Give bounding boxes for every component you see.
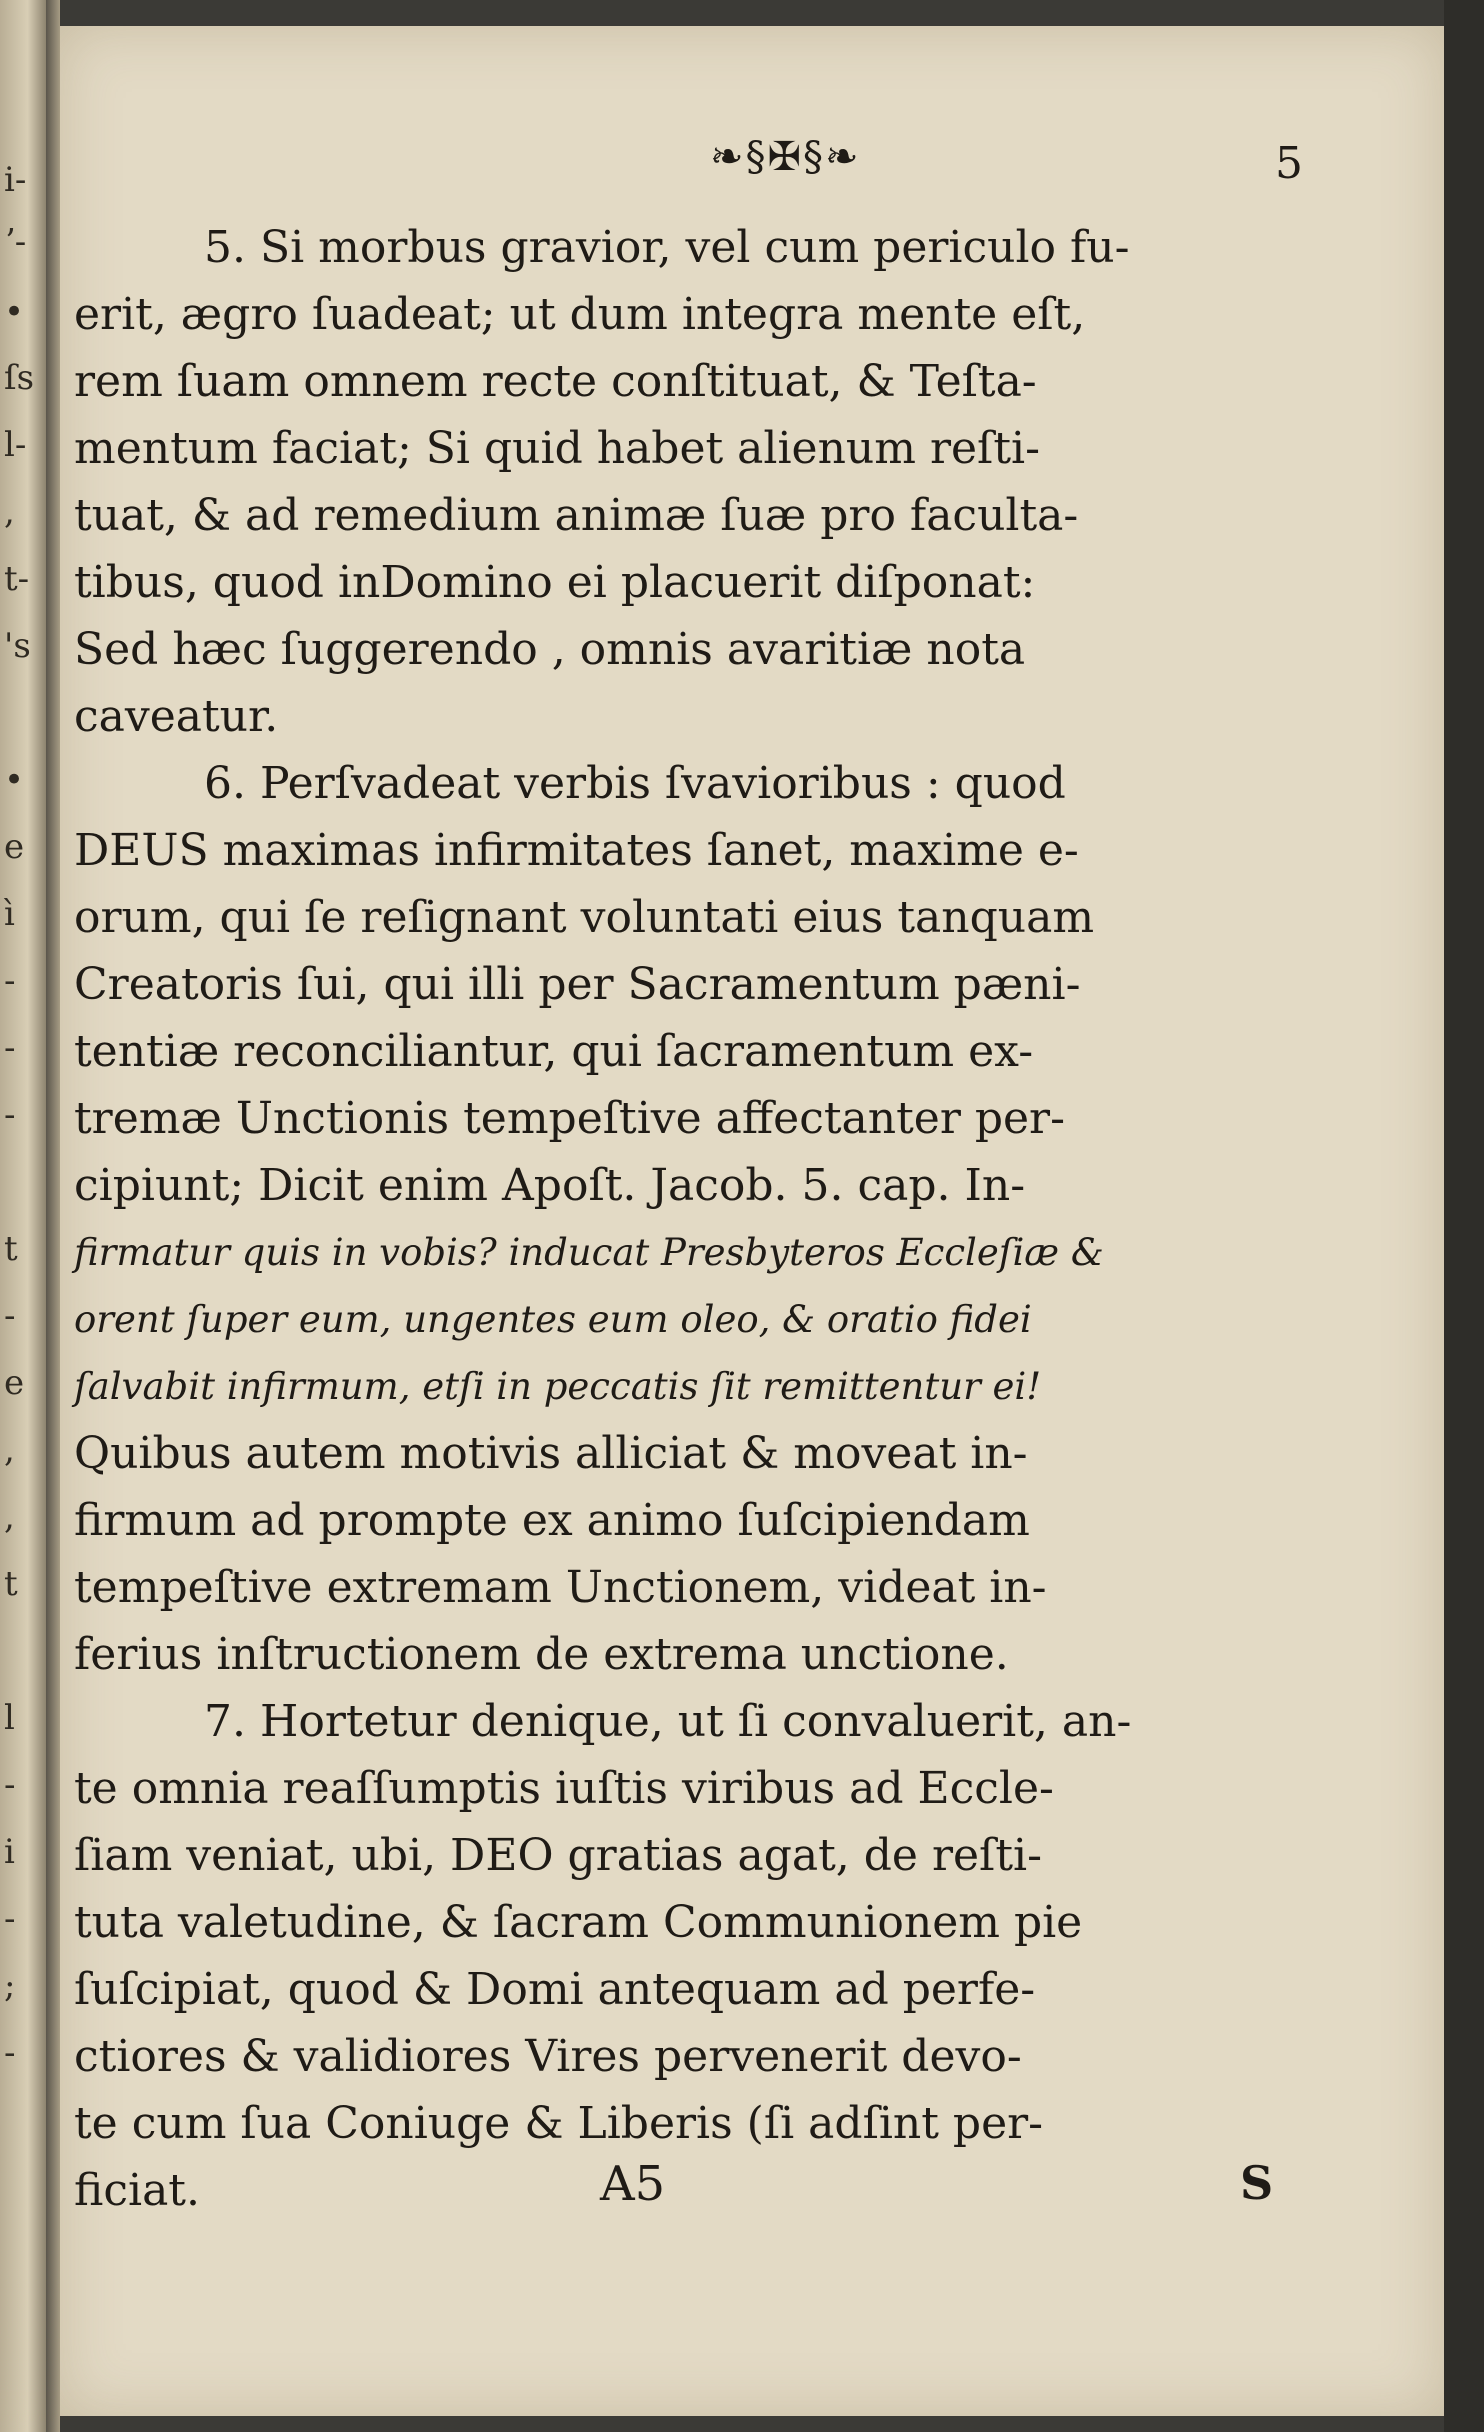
text-line: cipiunt; Dicit enim Apoſt. Jacob. 5. cap. In-: [74, 1160, 1026, 1211]
signature-mark: A5: [600, 2156, 666, 2212]
header-ornament: ❧§✠§❧: [710, 134, 861, 180]
text-line: Creatoris ſui, qui illi per Sacramentum pæni-: [74, 959, 1081, 1010]
book-page: [60, 26, 1444, 2416]
text-line: te cum ſua Coniuge & Liberis (ſi adſint per-: [74, 2098, 1044, 2149]
margin-glyph: ,: [4, 1430, 15, 1470]
margin-glyph: -: [4, 1765, 16, 1805]
text-line: ſiam veniat, ubi, DEO gratias agat, de reſti-: [74, 1830, 1042, 1881]
text-line: caveatur.: [74, 691, 279, 742]
margin-glyph: •: [4, 292, 25, 332]
margin-glyph: -: [4, 2033, 16, 2073]
text-line: te omnia reaſſumptis iuſtis viribus ad Eccle-: [74, 1763, 1054, 1814]
margin-glyph: i-: [4, 160, 27, 200]
margin-glyph: t: [4, 1229, 18, 1269]
page-number: 5: [1275, 138, 1303, 189]
text-line: tibus, quod inDomino ei placuerit diſponat:: [74, 557, 1036, 608]
text-line: ferius inſtructionem de extrema unctione.: [74, 1629, 1009, 1680]
margin-glyph: ,: [4, 1497, 15, 1537]
margin-glyph: l-: [4, 425, 27, 465]
margin-glyph: e: [4, 827, 25, 867]
text-line: mentum faciat; Si quid habet alienum reſti-: [74, 423, 1040, 474]
text-line: DEUS maximas infirmitates ſanet, maxime e-: [74, 825, 1079, 876]
text-line: 7. Hortetur denique, ut ſi convaluerit, an-: [204, 1696, 1132, 1747]
margin-glyph: t-: [4, 559, 30, 599]
catchword: S: [1240, 2156, 1274, 2210]
background-edge: [1444, 0, 1484, 2432]
margin-glyph: -: [4, 961, 16, 1001]
margin-glyph: ſs: [4, 358, 35, 398]
margin-glyph: t: [4, 1564, 18, 1604]
text-line: tentiæ reconciliantur, qui ſacramentum ex-: [74, 1026, 1034, 1077]
text-line: tuat, & ad remedium animæ ſuæ pro faculta-: [74, 490, 1079, 541]
margin-glyph: ,: [4, 492, 15, 532]
margin-glyph: i: [4, 1832, 15, 1872]
margin-glyph: -: [4, 1028, 16, 1068]
margin-glyph: -: [4, 1899, 16, 1939]
text-line: tempeſtive extremam Unctionem, videat in-: [74, 1562, 1047, 1613]
book-gutter: [46, 0, 60, 2432]
facing-page-edge: [0, 0, 46, 2432]
text-line: ctiores & validiores Vires pervenerit devo-: [74, 2031, 1022, 2082]
text-line: rem ſuam omnem recte conſtituat, & Teſta-: [74, 356, 1037, 407]
text-line: Sed hæc ſuggerendo , omnis avaritiæ nota: [74, 624, 1026, 675]
margin-glyph: ʼ-: [4, 222, 27, 262]
text-line: 6. Perſvadeat verbis ſvavioribus : quod: [204, 758, 1066, 809]
text-line: orum, qui ſe reſignant voluntati eius tanquam: [74, 892, 1095, 943]
margin-glyph: -: [4, 1296, 16, 1336]
body-text: [74, 214, 1314, 2224]
text-line: Quibus autem motivis alliciat & moveat in-: [74, 1428, 1028, 1479]
margin-glyph: •: [4, 760, 25, 800]
text-line: erit, ægro ſuadeat; ut dum integra mente eſt,: [74, 289, 1086, 340]
text-line: tuta valetudine, & ſacram Communionem pie: [74, 1897, 1083, 1948]
margin-glyph: ì: [4, 894, 15, 934]
text-line-italic: firmatur quis in vobis? inducat Presbyteros Eccleſiæ &: [74, 1231, 1104, 1274]
text-line: tremæ Unctionis tempeſtive affectanter per-: [74, 1093, 1065, 1144]
margin-glyph: -: [4, 1095, 16, 1135]
text-line: ſuſcipiat, quod & Domi antequam ad perfe-: [74, 1964, 1036, 2015]
text-line-italic: ſalvabit infirmum, etſi in peccatis ſit remittentur ei!: [74, 1365, 1042, 1408]
margin-glyph: ;: [4, 1966, 16, 2006]
text-line: 5. Si morbus gravior, vel cum periculo fu-: [204, 222, 1130, 273]
text-line: firmum ad prompte ex animo ſuſcipiendam: [74, 1495, 1030, 1546]
margin-glyph: 's: [4, 626, 31, 666]
text-line: ficiat.: [74, 2165, 200, 2216]
margin-glyph: l: [4, 1698, 15, 1738]
text-line-italic: orent ſuper eum, ungentes eum oleo, & oratio fidei: [74, 1298, 1032, 1341]
margin-glyph: e: [4, 1363, 25, 1403]
